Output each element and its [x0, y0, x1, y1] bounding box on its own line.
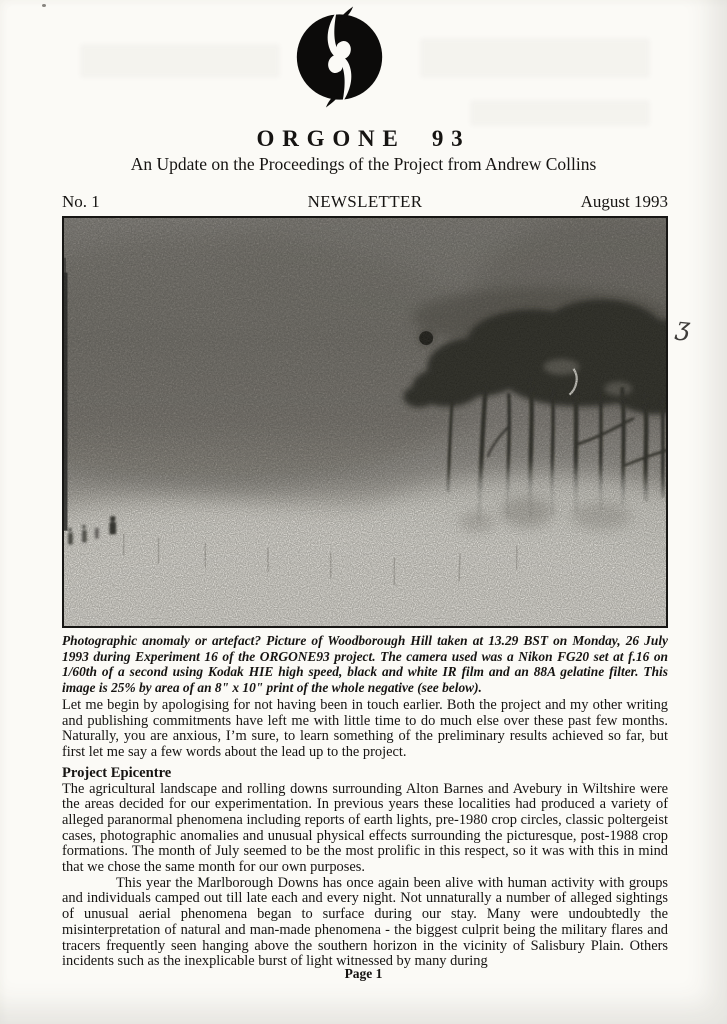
page-bleed-smudge — [470, 100, 650, 126]
orgone-swirl-logo — [291, 6, 388, 108]
infrared-photograph — [62, 216, 668, 628]
scan-speck — [42, 4, 46, 7]
page-bleed-smudge — [80, 44, 280, 78]
issue-date: August 1993 — [580, 192, 668, 211]
body-paragraph: Let me begin by apologising for not having been in touch earlier. Both the project and my other writing and publishing commitments have left me with little time to do much else over these past few months. Naturally, you are anxious, I’m sure, to learn something of the preliminary results achieved so far, but first let me say a few words about the lead up to the project. — [62, 697, 668, 761]
section-heading: Project Epicentre — [62, 764, 172, 781]
article-body — [62, 698, 668, 970]
page-bleed-smudge — [420, 38, 650, 78]
page-subtitle: An Update on the Proceedings of the Project from Andrew Collins — [130, 154, 597, 174]
body-paragraph: The agricultural landscape and rolling downs surrounding Alton Barnes and Avebury in Wiltshire were the areas decided for our experimentation. In previous years these localities had produced a variety of alleged paranormal phenomena including reports of earth lights, pre-1980 crop circles, classic poltergeist cases, photographic anomalies and unusual physical effects surrounding the picturesque, post-1988 crop formations. The month of July seemed to be the most prolific in this respect, so it was with this in mind that we chose the same month for our own purposes. — [62, 780, 668, 876]
issue-number: No. 1 — [62, 192, 100, 211]
body-paragraph: This year the Marlborough Downs has once again been alive with human activity with groups and individuals camped out till late each and every night. Not unnaturally a number of alleged sightings of unusual aerial phenomena began to surface during our stay. Many were undoubtedly the misinterpretation of natural and man-made phenomena - the biggest culprit being the military flares and tracers frequently seen hanging above the southern horizon in the vicinity of Salisbury Plain. Others incidents such as the inexplicable burst of light witnessed by many during — [62, 874, 668, 970]
photo-caption: Photographic anomaly or artefact? Picture of Woodborough Hill taken at 13.29 BST on Monday, 26 July 1993 during Experiment 16 of the ORGONE93 project. The camera used was a Nikon FG20 set at f.16 on 1/60th of a second using Kodak HIE high speed, black and white IR film and an 88A gelatine filter. This image is 25% by area of an 8" x 10" print of the whole negative (see below). — [62, 633, 668, 695]
masthead-meta-row — [62, 188, 668, 214]
page-title: ORGONE 93 — [256, 126, 471, 151]
page-number: Page 1 — [344, 966, 383, 981]
masthead-label: NEWSLETTER — [307, 192, 423, 211]
handwritten-margin-mark: ʒ — [674, 311, 692, 342]
